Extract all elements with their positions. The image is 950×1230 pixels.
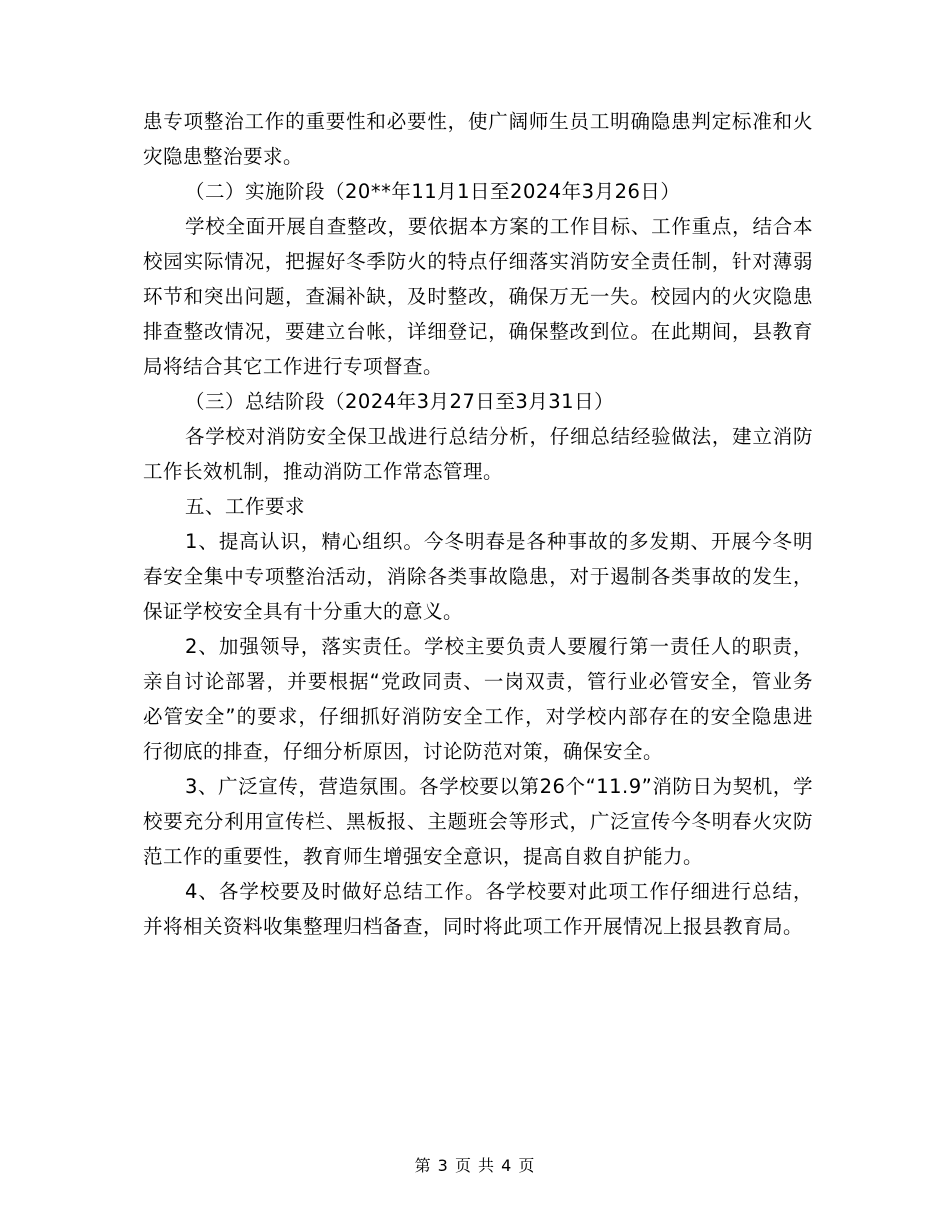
page-footer: 第 3 页 共 4 页 bbox=[414, 1156, 536, 1175]
paragraph-implementation: 学校全面开展自查整改，要依据本方案的工作目标、工作重点，结合本校园实际情况，把握好冬季防火的特点仔细落实消防安全责任制，针对薄弱环节和突出问题，查漏补缺，及时整改，确保万无一失。校园内的火灾隐患排查整改情况，要建立台帐，详细登记，确保整改到位。在此期间，县教育局将结合其它工作进行专项督查。 bbox=[143, 215, 813, 378]
paragraph-continuation: 患专项整治工作的重要性和必要性，使广阔师生员工明确隐患判定标准和火灾隐患整治要求。 bbox=[143, 110, 813, 168]
requirement-item-2: 2、加强领导，落实责任。学校主要负责人要履行第一责任人的职责，亲自讨论部署，并要根据“党政同责、一岗双责，管行业必管安全，管业务必管安全”的要求，仔细抓好消防安全工作，对学校内部存在的安全隐患进行彻底的排查，仔细分析原因，讨论防范对策，确保安全。 bbox=[143, 635, 813, 763]
requirement-item-3: 3、广泛宣传，营造氛围。各学校要以第26个“11.9”消防日为契机，学校要充分利用宣传栏、黑板报、主题班会等形式，广泛宣传今冬明春火灾防范工作的重要性，教育师生增强安全意识，提高自救自护能力。 bbox=[143, 775, 813, 868]
paragraph-summary: 各学校对消防安全保卫战进行总结分析，仔细总结经验做法，建立消防工作长效机制，推动消防工作常态管理。 bbox=[143, 425, 813, 483]
section-heading-summary: （三）总结阶段（2024年3月27日至3月31日） bbox=[185, 390, 615, 413]
requirement-item-1: 1、提高认识，精心组织。今冬明春是各种事故的多发期、开展今冬明春安全集中专项整治活动，消除各类事故隐患，对于遏制各类事故的发生，保证学校安全具有十分重大的意义。 bbox=[143, 530, 813, 623]
requirement-item-4: 4、各学校要及时做好总结工作。各学校要对此项工作仔细进行总结，并将相关资料收集整理归档备查，同时将此项工作开展情况上报县教育局。 bbox=[143, 880, 813, 938]
document-body bbox=[143, 104, 813, 944]
section-heading-requirements: 五、工作要求 bbox=[185, 495, 306, 518]
section-heading-implementation: （二）实施阶段（20**年11月1日至2024年3月26日） bbox=[185, 180, 681, 203]
